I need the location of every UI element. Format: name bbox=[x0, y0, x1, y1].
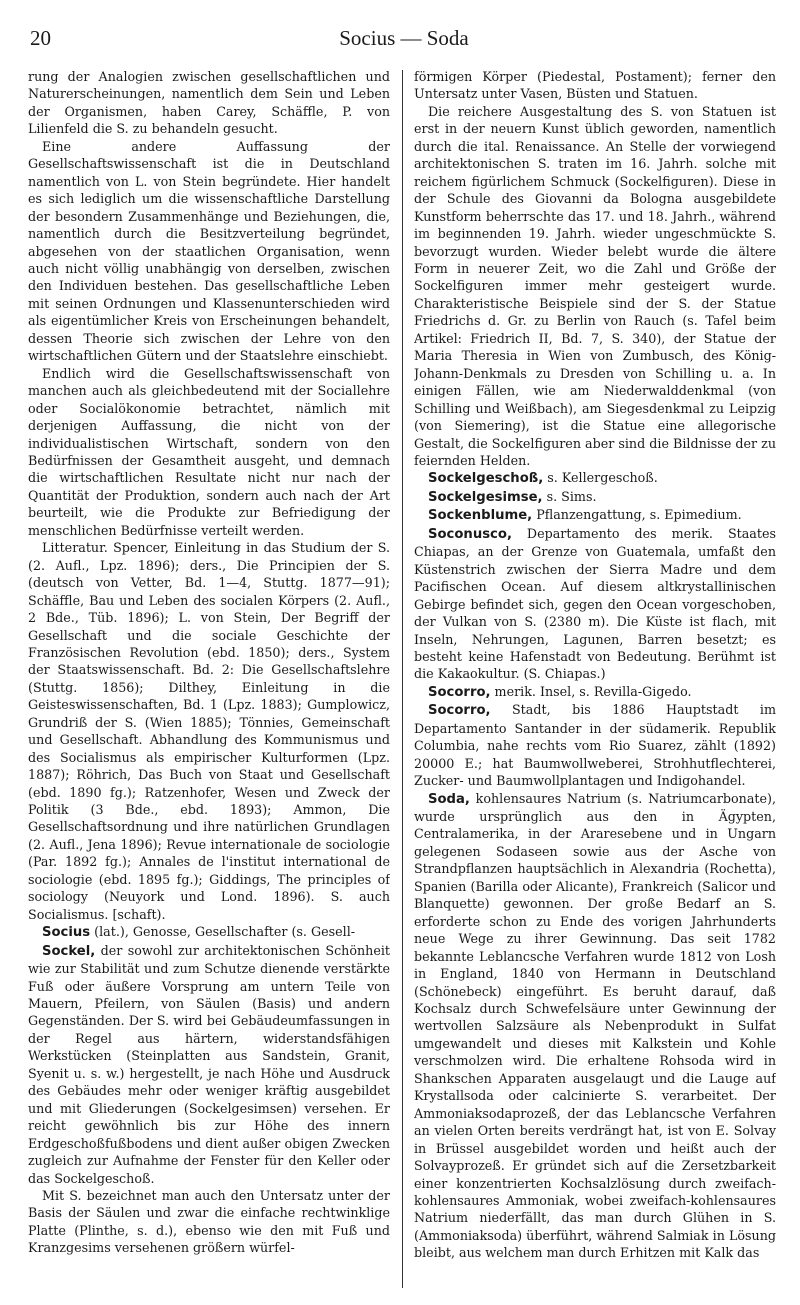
paragraph: förmigen Körper (Piedestal, Postament); ferner den Untersatz unter Vasen, Büsten und Statuen. bbox=[414, 69, 776, 102]
entry-lemma: Sockelgeschoß, bbox=[428, 471, 544, 487]
entry-text: (lat.), Genosse, Gesellschafter (s. Gesell- bbox=[90, 924, 356, 940]
column-divider bbox=[402, 70, 403, 1288]
entry-lemma: Soda, bbox=[428, 791, 470, 807]
entry-lemma: Soconusco, bbox=[428, 526, 512, 542]
dictionary-entry bbox=[414, 790, 776, 1262]
dictionary-entry bbox=[414, 701, 776, 789]
entry-text: Departamento des merik. Staates Chiapas, an der Grenze von Guatemala, umfaßt den Küstenstrich zwischen der Sierra Madre und dem Pacifischen Ocean. Auf diesem altkrystallinischen Gebirge befindet sich, gegen den Ocean vorgeschoben, der Vulkan von S. (2380 m). Die Küste ist flach, mit Inseln, Nehrungen, Lagunen, Barren besetzt; es besteht keine Hafenstadt von Bedeutung. Berühmt ist die Kakaokultur. (S. Chiapas.) bbox=[414, 525, 776, 682]
entry-lemma: Socorro, bbox=[428, 684, 491, 700]
entry-text: s. Sims. bbox=[542, 488, 597, 504]
entry-text: der sowohl zur architektonischen Schönheit wie zur Stabilität und zum Schutze dienende verstärkte Fuß oder äußere Vorsprung am untern Teile von Mauern, Pfeilern, von Säulen (Basis) und andern Gegenständen. Der S. wird bei Gebäudeumfassungen in der Regel aus härtern, widerstandsfähigen Werkstücken (Steinplatten aus Sandstein, Granit, Syenit u. s. w.) hergestellt, je nach Höhe und Ausdruck des Gebäudes mehr oder weniger kräftig ausgebildet und mit Gliederungen (Sockelgesimsen) versehen. Er reicht gewöhnlich bis zur Höhe des innern Erdgeschoßfußbodens und dient außer obigen Zwecken zugleich zur Aufnahme der Fenster für den Keller oder das Sockelgeschoß. bbox=[28, 942, 390, 1186]
entry-text: merik. Insel, s. Revilla-Gigedo. bbox=[490, 683, 692, 699]
text-columns bbox=[28, 68, 780, 1292]
running-title: Socius — Soda bbox=[339, 26, 469, 50]
paragraph: Die reichere Ausgestaltung des S. von Statuen ist erst in der neuern Kunst üblich geworden, namentlich durch die ital. Renaissance. An Stelle der vorwiegend architektonischen S. traten im 16. Jahrh. solche mit reichem figürlichem Schmuck (Sockelfiguren). Diese in der Schule des Giovanni da Bologna ausgebildete Kunstform beherrschte das 17. und 18. Jahrh., während im beginnenden 19. Jahrh. wieder ungeschmückte S. bevorzugt wurden. Wieder belebt wurde die ältere Form in neuerer Zeit, wo die Zahl und Größe der Sockelfiguren immer mehr gesteigert wurde. Charakteristische Beispiele sind der S. der Statue Friedrichs d. Gr. zu Berlin von Rauch (s. Tafel beim Artikel: Friedrich II, Bd. 7, S. 340), der Statue der Maria Theresia in Wien von Zumbusch, des König-Johann-Denkmals zu Dresden von Schilling u. a. In einigen Fällen, wie am Niederwalddenkmal (von Schilling und Weißbach), am Siegesdenkmal zu Leipzig (von Siemering), ist die Statue eine allegorische Gestalt, die Sockelfiguren aber sind die Bildnisse der zu feiernden Helden. bbox=[414, 103, 776, 468]
dictionary-entry bbox=[414, 469, 776, 487]
entry-lemma: Sockelgesimse, bbox=[428, 489, 543, 505]
paragraph: rung der Analogien zwischen gesellschaftlichen und Naturerscheinungen, namentlich dem Sein und Leben der Organismen, haben Carey, Schäffle, P. von Lilienfeld die S. zu behandeln gesucht. bbox=[28, 69, 390, 137]
dictionary-entry bbox=[28, 942, 390, 1187]
paragraph: Endlich wird die Gesellschaftswissenschaft von manchen auch als gleichbedeutend mit der Sociallehre oder Socialökonomie betrachtet, nämlich mit derjenigen Auffassung, die nicht von der individualistischen Wirtschaft, sondern von den Bedürfnissen der Gesamtheit ausgeht, und demnach die wirtschaftlichen Resultate nicht nur nach der Quantität der Produktion, sondern auch nach der Art beurteilt, wie die Produkte zur Befriedigung der menschlichen Bedürfnisse verteilt werden. bbox=[28, 365, 390, 538]
entry-text: Stadt, bis 1886 Hauptstadt im Departamento Santander in der südamerik. Republik Columbia, nahe rechts vom Rio Suarez, zählt (1892) 20000 E.; hat Baumwollweberei, Strohhutflechterei, Zucker- und Baumwollplantagen und Indigohandel. bbox=[414, 702, 776, 789]
paragraph: Eine andere Auffassung der Gesellschaftswissenschaft ist die in Deutschland namentlich von L. von Stein begründete. Hier handelt es sich lediglich um die wissenschaftliche Darstellung der besondern Zusammenhänge und Beziehungen, die, namentlich durch die Besitzverteilung begründet, abgesehen von der staatlichen Organisation, wenn auch nicht völlig unabhängig von derselben, zwischen den Individuen bestehen. Das gesellschaftliche Leben mit seinen Ordnungen und Klassenunterschieden wird als eigentümlicher Kreis von Erscheinungen behandelt, dessen Theorie sich zwischen der Lehre von den wirtschaftlichen Gütern und der Staatslehre einschiebt. bbox=[28, 138, 390, 364]
entry-lemma: Sockenblume, bbox=[428, 508, 533, 524]
dictionary-entry bbox=[414, 683, 776, 701]
dictionary-entry bbox=[414, 506, 776, 524]
dictionary-entry bbox=[414, 488, 776, 506]
entry-lemma: Sockel, bbox=[42, 943, 96, 959]
dictionary-entry bbox=[414, 525, 776, 683]
entry-text: s. Kellergeschoß. bbox=[543, 470, 658, 486]
entry-lemma: Socius bbox=[42, 925, 91, 941]
dictionary-entry bbox=[28, 923, 390, 941]
page-number: 20 bbox=[30, 26, 51, 50]
entry-text: Pflanzengattung, s. Epimedium. bbox=[532, 507, 742, 523]
bibliography-paragraph: Litteratur. Spencer, Einleitung in das Studium der S. (2. Aufl., Lpz. 1896); ders., Die Principien der S. (deutsch von Vetter, Bd. 1—4, Stuttg. 1877—91); Schäffle, Bau und Leben des socialen Körpers (2. Aufl., 2 Bde., Tüb. 1896); L. von Stein, Der Begriff der Gesellschaft und die sociale Geschichte der Französischen Revolution (ebd. 1850); ders., System der Staatswissenschaft. Bd. 2: Die Gesellschaftslehre (Stuttg. 1856); Dilthey, Einleitung in die Geisteswissenschaften, Bd. 1 (Lpz. 1883); Gumplowicz, Grundriß der S. (Wien 1885); Tönnies, Gemeinschaft und Gesellschaft. Abhandlung des Kommunismus und des Socialismus als empirischer Kulturformen (Lpz. 1887); Röhrich, Das Buch von Staat und Gesellschaft (ebd. 1890 fg.); Ratzenhofer, Wesen und Zweck der Politik (3 Bde., ebd. 1893); Ammon, Die Gesellschaftsordnung und ihre natürlichen Grundlagen (2. Aufl., Jena 1896); Revue internationale de sociologie (Par. 1892 fg.); Annales de l'institut international de sociologie (ebd. 1895 fg.); Giddings, The principles of sociology (Neuyork und Lond. 1896). S. auch Socialismus. [schaft). bbox=[28, 540, 390, 922]
entry-text: kohlensaures Natrium (s. Natriumcarbonate), wurde ursprünglich aus den in Ägypten, Centralamerika, in der Araresebene und in Ungarn gelegenen Sodaseen sowie aus der Asche von Strandpflanzen hauptsächlich in Alexandria (Rochetta), Spanien (Barilla oder Alicante), Frankreich (Salicor und Blanquette) gewonnen. Der große Bedarf an S. erforderte schon zu Ende des vorigen Jahrhunderts neue Wege zu ihrer Gewinnung. Das seit 1782 bekannte Leblancsche Verfahren wurde 1812 von Losh in England, 1840 von Hermann in Deutschland (Schönebeck) eingeführt. Es beruht darauf, daß Kochsalz durch Schwefelsäure unter Gewinnung der wertvollen Salzsäure als Nebenprodukt in Sulfat umgewandelt und dieses mit Kalkstein und Kohle verschmolzen wird. Die erhaltene Rohsoda wird in Shankschen Apparaten ausgelaugt und die Lauge auf Krystallsoda oder calcinierte S. verarbeitet. Der Ammoniaksodaprozeß, der das Leblancsche Verfahren an vielen Orten bereits verdrängt hat, ist von E. Solvay in Brüssel ausgebildet worden und heißt auch der Solvayprozeß. Er gründet sich auf die Zersetzbarkeit einer konzentrierten Kochsalzlösung durch zweifach-kohlensaures Ammoniak, wobei zweifach-kohlensaures Natrium niederfällt, das man durch Glühen in S. (Ammoniaksoda) überführt, während Salmiak in Lösung bleibt, aus welchem man durch Erhitzen mit Kalk das bbox=[414, 790, 776, 1261]
page-header bbox=[30, 26, 778, 58]
right-column bbox=[414, 68, 776, 1292]
entry-lemma: Socorro, bbox=[428, 703, 491, 719]
left-column bbox=[28, 68, 390, 1292]
paragraph: Mit S. bezeichnet man auch den Untersatz unter der Basis der Säulen und zwar die einfache rechtwinklige Platte (Plinthe, s. d.), ebenso wie den mit Fuß und Kranzgesims versehenen größern würfel- bbox=[28, 1188, 390, 1256]
